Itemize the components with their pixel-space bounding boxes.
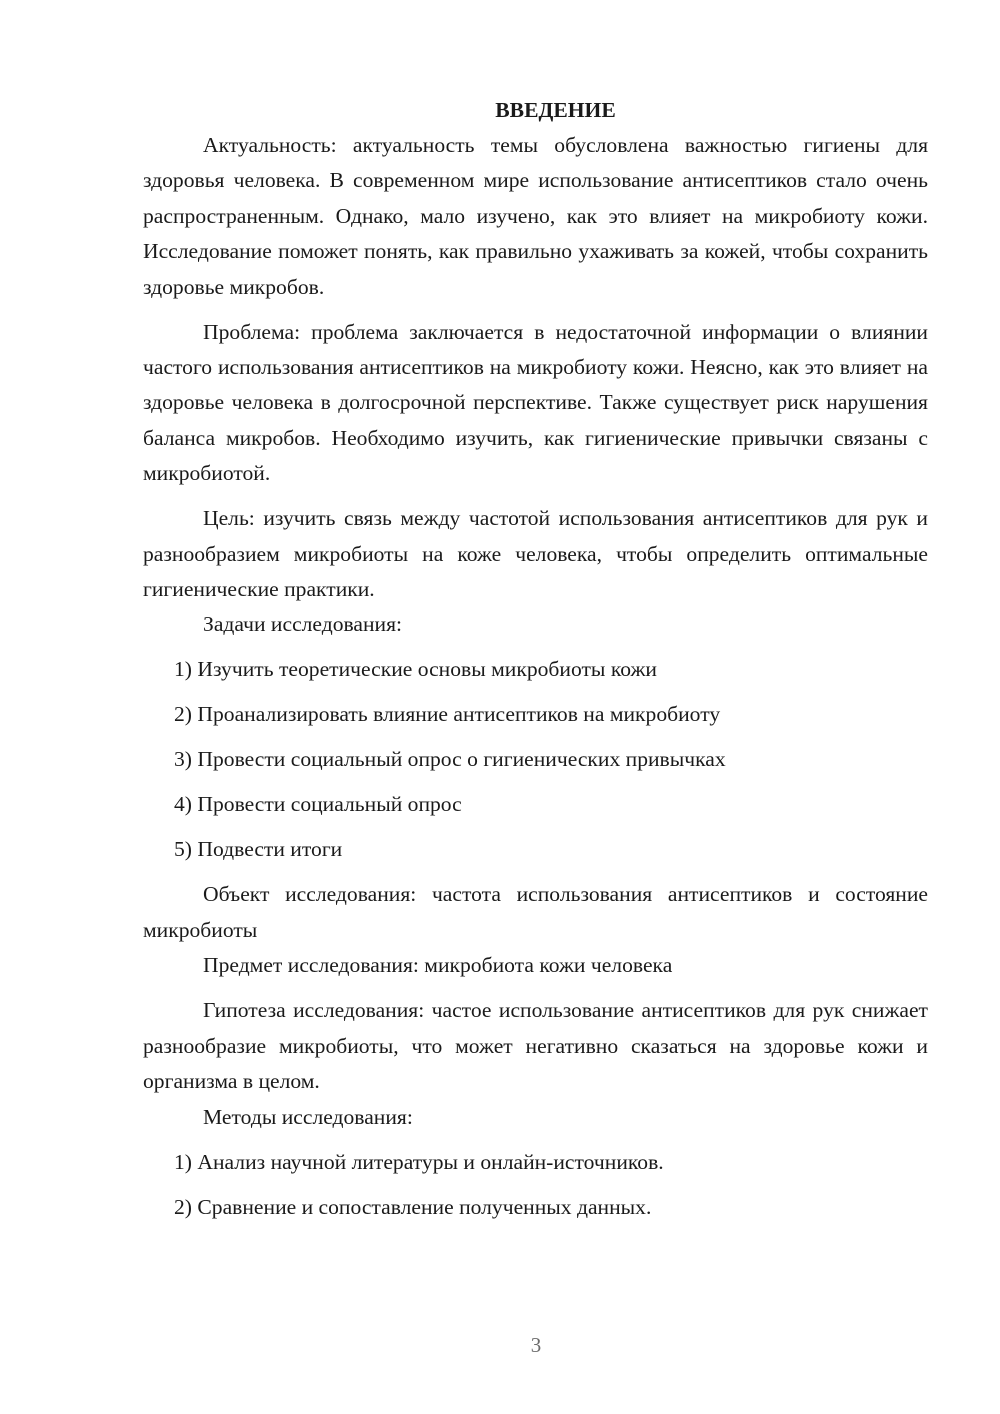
list-item: 3) Провести социальный опрос о гигиенических привычках <box>174 747 726 772</box>
tasks-title: Задачи исследования: <box>203 612 403 637</box>
object-paragraph: Объект исследования: частота использования антисептиков и состояние микробиоты <box>143 882 928 942</box>
page-content <box>143 92 928 1225</box>
page-number: 3 <box>530 1333 542 1357</box>
section-heading: ВВЕДЕНИЕ <box>495 98 616 122</box>
list-item: 2) Проанализировать влияние антисептиков на микробиоту <box>174 702 721 727</box>
list-item: 1) Изучить теоретические основы микробиоты кожи <box>174 657 657 682</box>
goal-paragraph: Цель: изучить связь между частотой использования антисептиков для рук и разнообразием микробиоты на коже человека, чтобы определить оптимальные гигиенические практики. <box>143 506 928 602</box>
subject-paragraph: Предмет исследования: микробиота кожи человека <box>203 953 673 978</box>
methods-title: Методы исследования: <box>203 1104 413 1129</box>
hypothesis-paragraph: Гипотеза исследования: частое использование антисептиков для рук снижает разнообразие микробиоты, что может негативно сказаться на здоровье кожи и организма в целом. <box>143 998 928 1094</box>
list-item: 1) Анализ научной литературы и онлайн-источников. <box>174 1149 664 1174</box>
list-item: 2) Сравнение и сопоставление полученных данных. <box>174 1194 652 1219</box>
problem-paragraph: Проблема: проблема заключается в недостаточной информации о влиянии частого использования антисептиков на микробиоту кожи. Неясно, как это влияет на здоровье человека в долгосрочной перспективе. Также существует риск нарушения баланса микробов. Необходимо изучить, как гигиенические привычки связаны с микробиотой. <box>143 319 928 486</box>
relevance-paragraph: Актуальность: актуальность темы обусловлена важностью гигиены для здоровья человека. В современном мире использование антисептиков стало очень распространенным. Однако, мало изучено, как это влияет на микробиоту кожи. Исследование поможет понять, как правильно ухаживать за кожей, чтобы сохранить здоровье микробов. <box>143 133 928 299</box>
list-item: 4) Провести социальный опрос <box>174 792 462 817</box>
list-item: 5) Подвести итоги <box>174 837 343 862</box>
tasks-list <box>143 652 928 867</box>
methods-list <box>143 1145 928 1225</box>
